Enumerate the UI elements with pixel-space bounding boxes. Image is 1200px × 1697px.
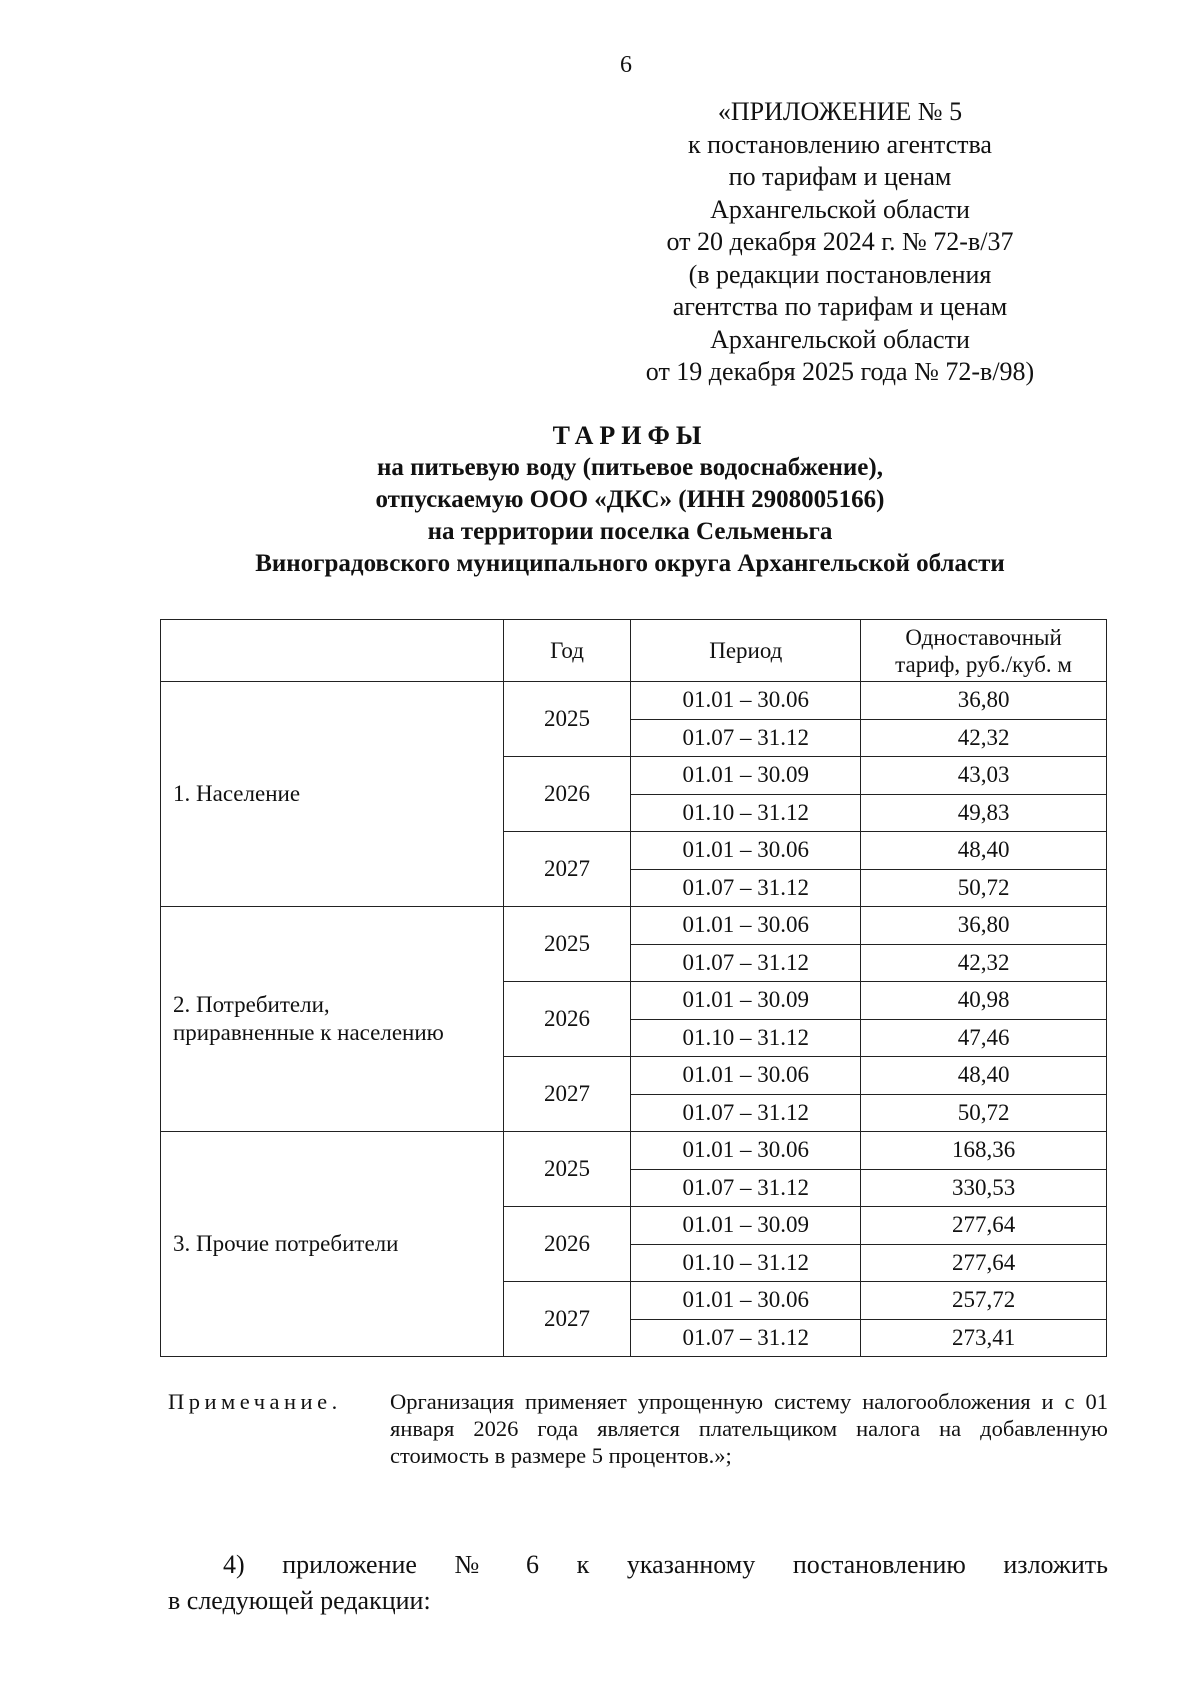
tariff-table [160, 619, 1107, 1357]
appendix-line: от 20 декабря 2024 г. № 72-в/37 [666, 227, 1014, 256]
period-cell: 01.01 – 30.09 [631, 1207, 861, 1245]
tariff-cell: 277,64 [861, 1244, 1107, 1282]
header-period: Период [631, 620, 861, 682]
appendix-line: от 19 декабря 2025 года № 72-в/98) [645, 357, 1035, 386]
period-cell: 01.07 – 31.12 [631, 869, 861, 907]
tariff-cell: 257,72 [861, 1282, 1107, 1320]
table-row [161, 682, 1107, 720]
category-label: 2. Потребители, [173, 992, 330, 1017]
year-cell: 2025 [503, 682, 631, 757]
appendix-line: к постановлению агентства [688, 129, 992, 159]
clause-line: в следующей редакции: [168, 1586, 431, 1615]
header-tariff-line: Одноставочный [905, 624, 1062, 650]
clause [168, 1547, 1108, 1619]
tariff-cell: 48,40 [861, 1057, 1107, 1095]
tariff-cell: 50,72 [861, 1094, 1107, 1132]
title-line: на территории поселка Сельменьга [427, 518, 833, 545]
category-cell [161, 907, 504, 1132]
period-cell: 01.07 – 31.12 [631, 1094, 861, 1132]
tariff-cell: 48,40 [861, 832, 1107, 870]
table-row [161, 1132, 1107, 1170]
appendix-line: по тарифам и ценам [728, 162, 952, 191]
appendix-header [600, 96, 1080, 389]
period-cell: 01.10 – 31.12 [631, 794, 861, 832]
clause-line: 4) приложение № 6 к указанному постановлению изложить [223, 1550, 1108, 1579]
category-label: 3. Прочие потребители [173, 1231, 399, 1256]
period-cell: 01.07 – 31.12 [631, 719, 861, 757]
year-cell: 2025 [503, 907, 631, 982]
tariff-cell: 277,64 [861, 1207, 1107, 1245]
year-cell: 2027 [503, 832, 631, 907]
period-cell: 01.01 – 30.06 [631, 907, 861, 945]
document-title [120, 420, 1140, 580]
tariff-cell: 43,03 [861, 757, 1107, 795]
tariff-cell: 273,41 [861, 1319, 1107, 1357]
period-cell: 01.01 – 30.09 [631, 757, 861, 795]
tariff-cell: 168,36 [861, 1132, 1107, 1170]
tariff-cell: 330,53 [861, 1169, 1107, 1207]
year-cell: 2027 [503, 1282, 631, 1357]
title-line: на питьевую воду (питьевое водоснабжение), [377, 454, 883, 481]
title-line: Виноградовского муниципального округа Архангельской области [255, 550, 1005, 577]
period-cell: 01.01 – 30.06 [631, 1132, 861, 1170]
category-cell [161, 682, 504, 907]
tariff-cell: 42,32 [861, 719, 1107, 757]
header-category [161, 620, 504, 682]
year-cell: 2025 [503, 1132, 631, 1207]
title-line: отпускаемую ООО «ДКС» (ИНН 2908005166) [375, 486, 885, 513]
period-cell: 01.07 – 31.12 [631, 944, 861, 982]
appendix-line: «ПРИЛОЖЕНИЕ № 5 [717, 97, 963, 126]
tariff-cell: 36,80 [861, 682, 1107, 720]
header-year: Год [503, 620, 631, 682]
appendix-line: Архангельской области [710, 324, 970, 354]
category-label: 1. Население [173, 781, 301, 806]
period-cell: 01.10 – 31.12 [631, 1244, 861, 1282]
tariff-cell: 42,32 [861, 944, 1107, 982]
title-heading: ТАРИФЫ [552, 421, 708, 450]
header-tariff [861, 620, 1107, 682]
year-cell: 2026 [503, 1207, 631, 1282]
note [168, 1388, 1108, 1469]
period-cell: 01.01 – 30.06 [631, 682, 861, 720]
table-row [161, 907, 1107, 945]
period-cell: 01.07 – 31.12 [631, 1169, 861, 1207]
year-cell: 2027 [503, 1057, 631, 1132]
period-cell: 01.01 – 30.09 [631, 982, 861, 1020]
tariff-cell: 47,46 [861, 1019, 1107, 1057]
year-cell: 2026 [503, 982, 631, 1057]
appendix-line: агентства по тарифам и ценам [672, 292, 1008, 321]
year-cell: 2026 [503, 757, 631, 832]
page-number: 6 [620, 52, 632, 78]
period-cell: 01.01 – 30.06 [631, 832, 861, 870]
table-header-row [161, 620, 1107, 682]
appendix-line: (в редакции постановления [688, 259, 992, 289]
note-label: Примечание. [168, 1389, 342, 1414]
header-tariff-line: тариф, руб./куб. м [895, 651, 1072, 677]
tariff-cell: 50,72 [861, 869, 1107, 907]
category-cell [161, 1132, 504, 1357]
period-cell: 01.01 – 30.06 [631, 1057, 861, 1095]
note-text: Организация применяет упрощенную систему налогообложения и с 01 января 2026 года является плательщиком налога на добавленную стоимость в размере 5 процентов.»; [390, 1389, 1108, 1468]
tariff-table-body [161, 682, 1107, 1357]
appendix-line: Архангельской области [710, 194, 970, 224]
period-cell: 01.01 – 30.06 [631, 1282, 861, 1320]
category-label: приравненные к населению [173, 1020, 444, 1045]
tariff-cell: 49,83 [861, 794, 1107, 832]
tariff-cell: 40,98 [861, 982, 1107, 1020]
period-cell: 01.07 – 31.12 [631, 1319, 861, 1357]
tariff-cell: 36,80 [861, 907, 1107, 945]
period-cell: 01.10 – 31.12 [631, 1019, 861, 1057]
